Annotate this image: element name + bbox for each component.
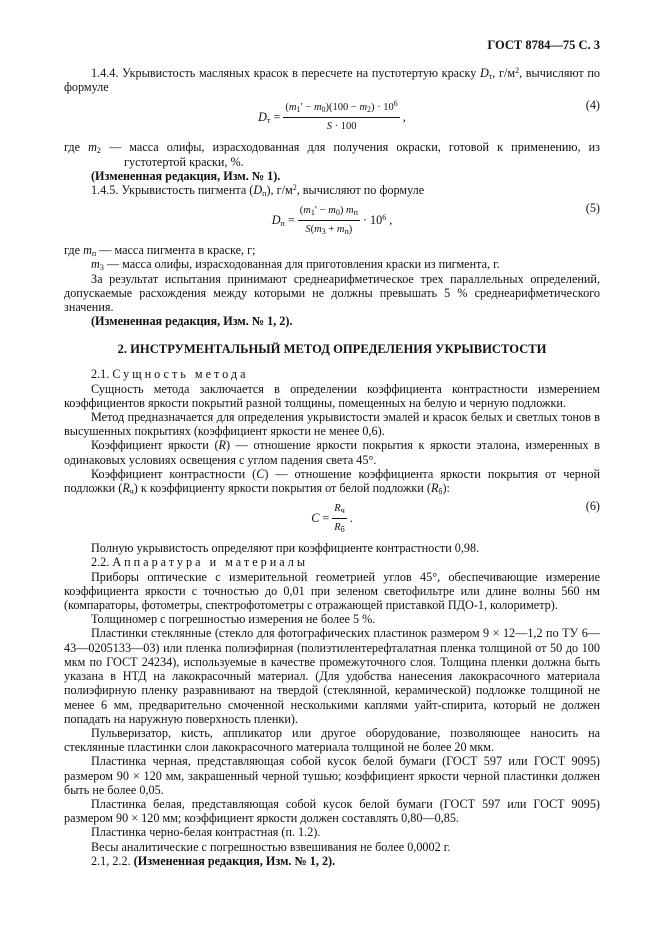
text-run: ): [348, 223, 353, 235]
paragraph: [64, 854, 600, 868]
subscript: 3: [321, 226, 326, 236]
math-symbol: C: [311, 510, 320, 525]
paragraph: [64, 382, 600, 410]
math-symbol: C: [256, 466, 265, 481]
text-run: , г/м: [492, 66, 516, 80]
subscript: ч: [340, 505, 345, 515]
text-run: ′ −: [300, 101, 314, 113]
text-run: 2.2.: [91, 555, 113, 570]
text-run: ), г/м: [266, 183, 293, 198]
text-run: Пульверизатор, кисть, аппликатор или другое оборудование, позволяющее наносить на стеклянные пластинки слои лакокрасочного материала толщиной не более 20 мкм.: [64, 725, 600, 755]
math-symbol: D: [271, 212, 281, 227]
text-run: .: [349, 510, 353, 525]
text-run: ):: [442, 481, 450, 496]
fraction: [332, 502, 347, 535]
formula-number: (6): [585, 499, 600, 514]
text-run: ) — отношение коэффициента яркости покрытия от черной подложки (: [64, 466, 600, 496]
subscript: п: [344, 226, 349, 236]
denominator: [332, 519, 347, 535]
paragraph: [64, 754, 600, 797]
paragraph: [64, 183, 600, 197]
text-run: ′ −: [314, 204, 329, 216]
text-run: ) к коэффициенту яркости покрытия от белой подложки (: [133, 481, 431, 496]
paragraph: [64, 726, 600, 754]
formula-lhs: [258, 110, 280, 125]
formula-lhs: [311, 511, 329, 526]
text-run: — масса олифы, израсходованная для получения окраски, готовой к применению, из густотертой краски, %.: [100, 140, 600, 169]
paragraph: [64, 541, 600, 555]
formula-lhs: [272, 213, 295, 228]
text-run: (: [299, 204, 304, 216]
subscript: п: [353, 207, 358, 217]
math-symbol: m: [91, 257, 100, 272]
paragraph: [64, 612, 600, 626]
math-symbol: m: [346, 204, 354, 216]
section-heading: [64, 342, 600, 357]
subscript: п: [280, 218, 285, 228]
math-symbol: m: [359, 101, 368, 113]
paragraph: [64, 797, 600, 825]
superscript: 2: [292, 183, 297, 193]
text-run: ,: [386, 212, 393, 227]
text-run: 1.4.5. Укрывистость пигмента (: [91, 183, 254, 198]
text-run: Весы аналитические с погрешностью взвешивания не более 0,0002 г.: [91, 839, 451, 854]
text-run: =: [284, 212, 295, 227]
denominator: [325, 118, 359, 134]
subscript: ч: [129, 487, 134, 497]
text-run: (Измененная редакция, Изм. № 1).: [91, 168, 281, 183]
subscript: 2: [96, 146, 101, 156]
text-run: ,: [402, 109, 406, 124]
paragraph: [64, 243, 600, 257]
formula-tail: [363, 213, 392, 228]
text-run: Пластинка черная, представляющая собой кусок белой бумаги (ГОСТ 597 или ГОСТ 9095) размером 90 × 120 мм, закрашенный черной тушью; коэффициент яркости черной пластинки должен быть не более 0,05.: [64, 754, 600, 797]
paragraph: [64, 467, 600, 495]
text-run: Толщиномер с погрешностью измерения не более 5 %.: [91, 612, 376, 627]
text-run: — масса пигмента в краске, г;: [96, 243, 256, 258]
text-run: Сущность метода заключается в определении коэффициента контрастности измерением коэффициентов яркости покрытий разной толщины, помещенных на белую и черную подложки.: [64, 381, 600, 410]
paragraph: [64, 840, 600, 854]
paragraph: [64, 169, 600, 183]
text-run: · 100: [331, 120, 357, 132]
text-run: +: [325, 223, 337, 235]
subscript: б: [340, 524, 345, 534]
text-run: Пластинка белая, представляющая собой кусок белой бумаги (ГОСТ 597 или ГОСТ 9095) размером 90 × 120 мм; коэффициент яркости должен составлять 0,80—0,85.: [64, 796, 600, 826]
paragraph: [64, 438, 600, 466]
subscript: 0: [335, 207, 340, 217]
math-symbol: S: [326, 120, 332, 132]
formula-number: (5): [585, 201, 600, 216]
page-header: ГОСТ 8784—75 С. 3: [487, 38, 600, 52]
text-run: (: [310, 223, 315, 235]
subscript: 0: [321, 104, 326, 114]
paragraph: [64, 555, 600, 569]
numerator: [298, 204, 360, 221]
subscript: п: [262, 189, 267, 199]
paragraph: [64, 272, 600, 315]
formula-number: (4): [585, 98, 600, 113]
math-symbol: m: [83, 243, 92, 258]
math-symbol: m: [288, 101, 297, 113]
denominator: [303, 221, 354, 237]
math-symbol: D: [479, 66, 489, 80]
paragraph: [64, 570, 600, 613]
paragraph: [64, 66, 600, 94]
subscript: б: [438, 487, 443, 497]
text-run: , вычисляют по формуле: [64, 66, 600, 95]
numerator: [283, 98, 399, 118]
text-run: Пластинки стеклянные (стекло для фотографических пластинок размером 9 × 12—1,2 по ТУ 6—43—0205133—03) или пленка полиэфирная (полиэтилентерефталатная пленка толщиной от 50 до 100 мкм по ГОСТ 24234), используемые в качестве промежуточного слоя. Толщина пленки должна быть указана в НТД на лакокрасочный материал. (Для удобства нанесения лакокрасочного материала полиэфирную пленку разравнивают на твердой (стеклянной, керамической) подложке толщиной не менее 6 мм, предварительно смоченной несколькими каплями уайт-спирита, который не должен попадать на наружную поверхность пленки).: [64, 626, 600, 726]
text-run: где: [64, 140, 89, 155]
text-run: Коэффициент яркости (: [91, 438, 219, 453]
math-symbol: D: [258, 109, 267, 124]
paragraph: [64, 410, 600, 438]
text-run: · 10: [362, 212, 383, 227]
document-body: [64, 66, 600, 868]
text-run: , вычисляют по формуле: [296, 183, 425, 198]
subscript: 3: [99, 263, 104, 273]
formula-tail: [403, 110, 406, 125]
text-run: Коэффициент контрастности (: [91, 466, 257, 481]
subscript: 1: [310, 207, 315, 217]
formula: [64, 495, 600, 541]
numerator: [332, 502, 346, 519]
math-symbol: m: [88, 140, 97, 155]
bold-note: (Измененная редакция, Изм. № 1, 2).: [133, 853, 336, 868]
text-run: Приборы оптические с измерительной геометрией углов 45°, обеспечивающие измерение коэффициента яркости с точностью до 0,01 при зеленом светофильтре или длине волны 560 нм (компараторы, фотометры, спектрофотометры с отражающей приставкой ПДО-1, колориметр).: [64, 569, 600, 613]
text-run: (: [285, 101, 289, 113]
text-run: ): [339, 204, 347, 216]
subscript: 2: [367, 104, 372, 114]
text-run: =: [319, 510, 330, 525]
math-symbol: R: [218, 438, 226, 453]
formula: [64, 94, 600, 140]
text-run: 1.4.4. Укрывистость масляных красок в пересчете на пустотертую краску: [91, 66, 480, 80]
math-symbol: R: [334, 502, 341, 514]
subscript: 1: [296, 104, 301, 114]
text-run: — масса олифы, израсходованная для приготовления краски из пигмента, г.: [103, 257, 500, 272]
paragraph: [64, 367, 600, 381]
text-run: 2.1, 2.2.: [91, 853, 134, 868]
math-symbol: m: [314, 223, 322, 235]
text-run: Полную укрывистость определяют при коэффициенте контрастности 0,98.: [91, 541, 480, 556]
superscript: 6: [393, 98, 398, 108]
math-symbol: m: [303, 204, 311, 216]
spaced-subheading: Аппаратура и материалы: [112, 555, 309, 570]
fraction: [283, 98, 399, 134]
text-run: =: [270, 109, 281, 124]
text-run: Метод предназначается для определения укрывистости эмалей и красок белых и светлых тонов в высушенных покрытиях (коэффициент яркости не менее 0,6).: [64, 410, 600, 439]
text-run: Пластинка черно-белая контрастная (п. 1.2).: [91, 825, 321, 840]
formula: [64, 197, 600, 243]
text-run: ) · 10: [371, 101, 394, 113]
text-run: За результат испытания принимают среднеарифметическое трех параллельных определений, допускаемые расхождения между которыми не должны превышать 5 % среднеарифметического значения.: [64, 271, 600, 315]
text-run: где: [64, 243, 84, 258]
subscript: п: [91, 249, 97, 259]
math-symbol: R: [122, 481, 130, 496]
math-symbol: m: [336, 223, 345, 235]
spaced-subheading: Сущность метода: [112, 367, 249, 382]
text-run: ) — отношение яркости покрытия к яркости эталона, измеренных в одинаковых условиях освещения с углом падения света 45°.: [64, 438, 601, 467]
paragraph: [64, 825, 600, 839]
superscript: 6: [382, 212, 387, 222]
text-run: )(100 −: [325, 101, 360, 113]
text-run: 2.1.: [91, 367, 113, 382]
math-symbol: m: [313, 101, 322, 113]
fraction: [298, 204, 360, 237]
text-run: (Измененная редакция, Изм. № 1, 2).: [91, 314, 293, 329]
paragraph: [64, 626, 600, 725]
subscript: т: [488, 72, 493, 81]
math-symbol: D: [253, 183, 263, 198]
formula-tail: [350, 511, 353, 526]
math-symbol: m: [328, 204, 336, 216]
paragraph: [64, 257, 600, 271]
paragraph: [64, 140, 600, 168]
math-symbol: R: [334, 521, 341, 533]
math-symbol: S: [305, 223, 311, 235]
paragraph: [64, 314, 600, 328]
text-run: 2. ИНСТРУМЕНТАЛЬНЫЙ МЕТОД ОПРЕДЕЛЕНИЯ УКРЫВИСТОСТИ: [117, 342, 547, 357]
math-symbol: R: [430, 481, 439, 496]
subscript: т: [266, 115, 271, 125]
superscript: 2: [515, 66, 520, 75]
